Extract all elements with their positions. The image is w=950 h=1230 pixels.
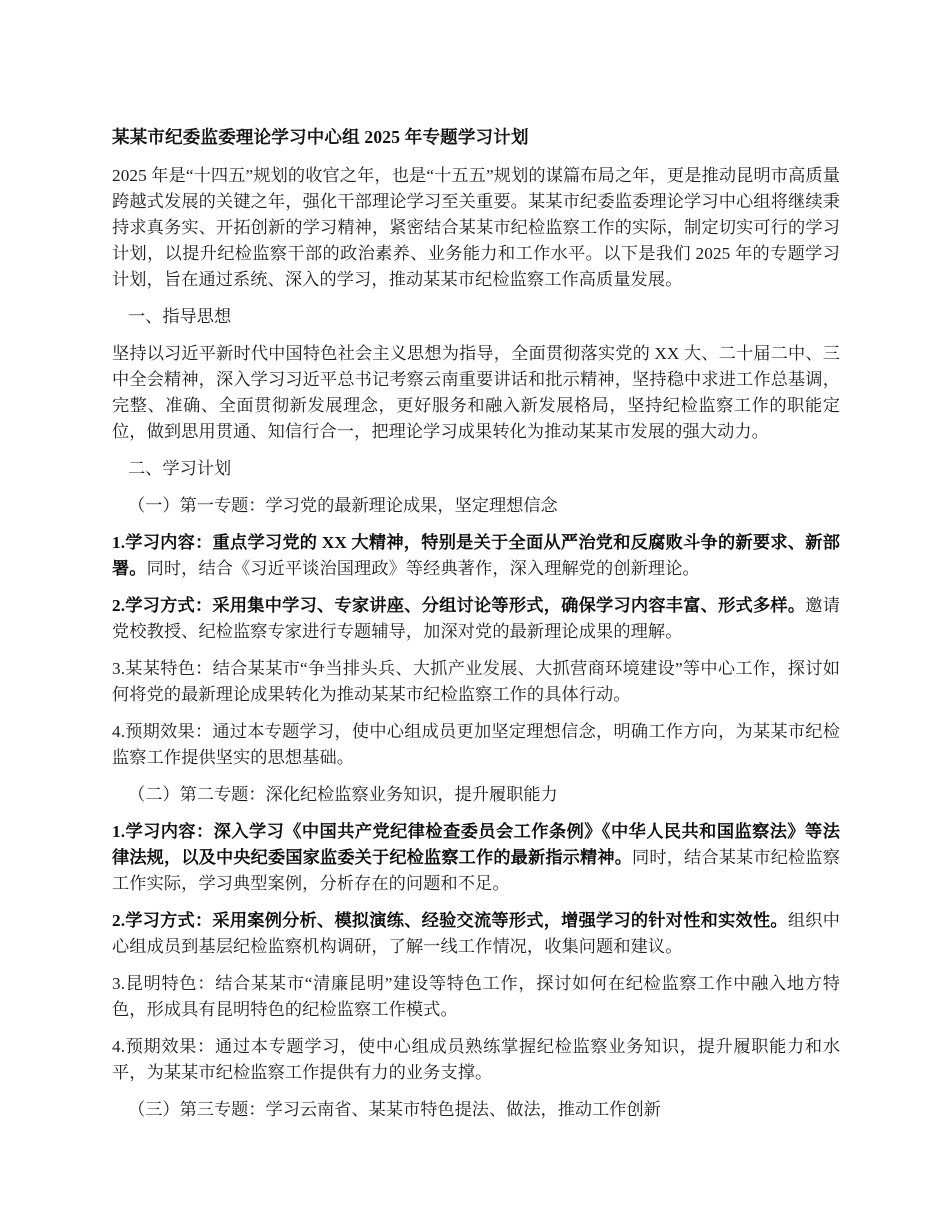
section-heading-guiding-thought: 一、指导思想	[128, 307, 232, 326]
topic-label-2: （二）第二专题：深化纪检监察业务知识，提升履职能力	[128, 785, 558, 804]
topic-2-item-2-plain: 组织中心组成员到基层纪检监察机构调研，了解一线工作情况，收集问题和建议。	[112, 911, 840, 956]
topic-2-item-2-bold: 2.学习方式：采用案例分析、模拟演练、经验交流等形式，增强学习的针对性和实效性。	[112, 911, 788, 930]
topic-1-item-4: 4.预期效果：通过本专题学习，使中心组成员更加坚定理想信念，明确工作方向，为某某市纪检监察工作提供坚实的思想基础。	[112, 722, 840, 767]
topic-1-item-2-bold: 2.学习方式：采用集中学习、专家讲座、分组讨论等形式，确保学习内容丰富、形式多样。	[112, 596, 806, 615]
topic-2-item-4: 4.预期效果：通过本专题学习，使中心组成员熟练掌握纪检监察业务知识，提升履职能力和水平，为某某市纪检监察工作提供有力的业务支撑。	[112, 1037, 840, 1082]
topic-1-item-2	[112, 593, 840, 645]
topic-2-item-1-plain: 同时，结合某某市纪检监察工作实际，学习典型案例，分析存在的问题和不足。	[112, 848, 840, 893]
topic-label-3: （三）第三专题：学习云南省、某某市特色提法、做法，推动工作创新	[128, 1100, 661, 1119]
topic-2-item-1-bold: 1.学习内容：深入学习《中国共产党纪律检查委员会工作条例》《中华人民共和国监察法》等法律法规，以及中央纪委国家监委关于纪检监察工作的最新指示精神。	[112, 822, 840, 867]
page-title: 某某市纪委监委理论学习中心组 2025 年专题学习计划	[112, 127, 529, 147]
topic-1-item-3: 3.某某特色：结合某某市“争当排头兵、大抓产业发展、大抓营商环境建设”等中心工作，探讨如何将党的最新理论成果转化为推动某某市纪检监察工作的具体行动。	[112, 659, 840, 704]
section-heading-study-plan: 二、学习计划	[128, 459, 232, 478]
topic-2-item-2	[112, 908, 840, 960]
topic-1-item-2-plain: 邀请党校教授、纪检监察专家进行专题辅导，加深对党的最新理论成果的理解。	[112, 596, 841, 641]
topic-2-item-3: 3.昆明特色：结合某某市“清廉昆明”建设等特色工作，探讨如何在纪检监察工作中融入地方特色，形成具有昆明特色的纪检监察工作模式。	[112, 974, 840, 1019]
topic-1-item-1	[112, 530, 840, 582]
topic-1-item-1-bold: 1.学习内容：重点学习党的 XX 大精神，特别是关于全面从严治党和反腐败斗争的新要求、新部署。	[112, 533, 840, 578]
topic-2-item-1	[112, 819, 840, 897]
intro-paragraph: 2025 年是“十四五”规划的收官之年，也是“十五五”规划的谋篇布局之年，更是推动昆明市高质量跨越式发展的关键之年，强化干部理论学习至关重要。某某市纪委监委理论学习中心组将继续秉持求真务实、开拓创新的学习精神，紧密结合某某市纪检监察工作的实际，制定切实可行的学习计划，以提升纪检监察干部的政治素养、业务能力和工作水平。以下是我们 2025 年的专题学习计划，旨在通过系统、深入的学习，推动某某市纪检监察工作高质量发展。	[112, 166, 840, 289]
section-body-guiding-thought: 坚持以习近平新时代中国特色社会主义思想为指导，全面贯彻落实党的 XX 大、二十届二中、三中全会精神，深入学习习近平总书记考察云南重要讲话和批示精神，坚持稳中求进工作总基调，完整、准确、全面贯彻新发展理念，更好服务和融入新发展格局，坚持纪检监察工作的职能定位，做到思用贯通、知信行合一，把理论学习成果转化为推动某某市发展的强大动力。	[112, 344, 840, 441]
topic-label-1: （一）第一专题：学习党的最新理论成果，坚定理想信念	[128, 496, 558, 515]
topic-1-item-1-plain: 同时，结合《习近平谈治国理政》等经典著作，深入理解党的创新理论。	[146, 559, 700, 578]
